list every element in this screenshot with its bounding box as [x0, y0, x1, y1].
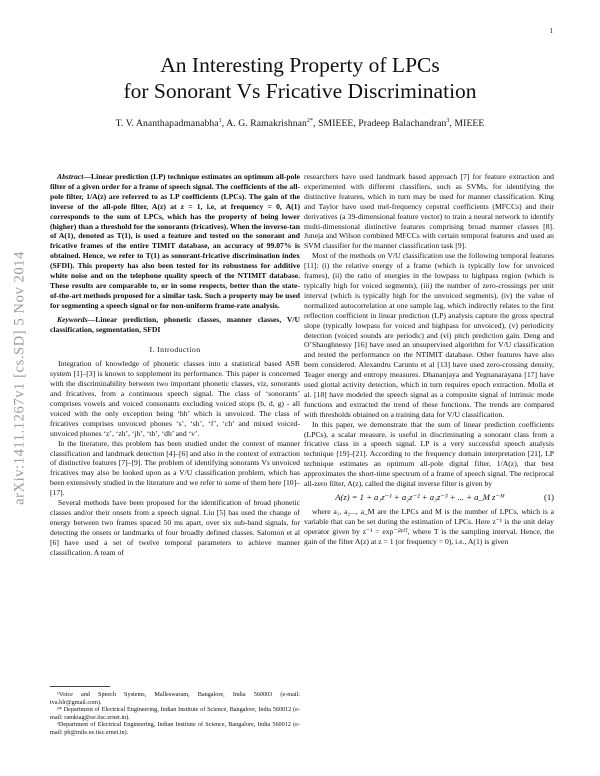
footnotes	[50, 691, 300, 737]
footnote-3: ³Department of Electrical Engineering, Indian Institute of Science, Bangalore, India 560012 (e-mail: pb@mile.ee.iisc.ernet.in).	[50, 721, 300, 736]
intro-paragraph: In the literature, this problem has been studied under the context of manner classification and landmark detection [4]–[6] and also in the context of extraction of distinctive features [7]–[9]. The problem of identifying sonorants Vs unvoiced fricatives may also be looked upon as a V/U classification problem, which has been extensively studied in the literature and we refer to some of them here [10]–[17].	[50, 438, 300, 498]
abstract-text: —Linear prediction (LP) technique estimates an optimum all-pole filter of a given order for a frame of speech signal. The coefficients of the all-pole filter, 1/A(z) are referred to as LP coefficients (LPCs). The gain of the inverse of the all-pole filter, A(z) at z = 1, i.e, at frequency = 0, A(1) corresponds to the sum of LPCs, which has the property of being lower (higher) than a threshold for the sonorants (fricatives). When the inverse-tan of A(1), denoted as T(1), is used a feature and tested on the sonorant and fricative frames of the entire TIMIT database, an accuracy of 99.07% is obtained. Hence, we refer to T(1) as sonorant-fricative discrimination index (SFDI). This property has also been tested for its robustness for additive white noise and on the telephone quality speech of the NTIMIT database. These results are comparable to, or in some respects, better than the state-of-the-art methods proposed for a similar task. Such a property may be used for segmenting a speech signal or for non-uniform frame-rate analysis.	[50, 172, 300, 310]
paper-title	[60, 52, 540, 104]
body-paragraph: researchers have used landmark based approach [7] for feature extraction and experimented with different classifiers, such as SVMs, for identifying the distinctive features, which in turn may be used for manner classification. King and Taylor have used mel-frequency cepstral coefficients (MFCCs) and their derivatives (a 39-dimensional feature vector) to train a neural network to identify multi-dimensional distinctive features comprising broad manner classes [8]. Juneja and Wilson combined MFCCs with certain temporal features and used an SVM classifier for the manner classification task [9].	[304, 172, 554, 251]
footnote-1: ¹Voice and Speech Systems, Malleswaram, Bangalore, India 560003 (e-mail: tva.blr@gmail.com).	[50, 691, 300, 706]
author-2: , A. G. Ramakrishnan	[221, 118, 307, 130]
title-line-1: An Interesting Property of LPCs	[160, 53, 440, 77]
intro-paragraph: Integration of knowledge of phonetic classes into a statistical based ASR system [1]–[3] is known to supplement its performance. This paper is concerned with the discriminability between two important phonetic classes, viz, sonorants and fricatives, from a continuous speech signal. The class of ‘sonorants’ comprises vowels and voiced consonants excluding voiced stops (b, d, g) - all voiced with the only exception being ‘hh’ which is unvoiced. The class of fricatives comprises unvoiced phones ‘s’, ‘sh’, ‘f’, ‘ch’ and mixed voiced-unvoiced phones ‘z’, ‘zh’, ‘jh’, ‘th’, ‘dh’ and ‘v’.	[50, 359, 300, 438]
right-column	[304, 172, 554, 547]
abstract	[50, 172, 300, 311]
author-1-affil: 1	[218, 118, 222, 124]
body-paragraph: Most of the methods on V/U classification use the following temporal features [11]: (i) the relative energy of a frame (which is typically low for unvoiced frames), (ii) the ratio of energies in the lowpass to highpass region (which is typically high for voiced segments), (iii) the number of zero-crossings per unit interval (which is typically high for the unvoiced segments), (iv) the value of normalized autocorrelation at one sample lag, which indirectly relates to the first reflection coefficient in linear prediction (LP) analysis capture the gross spectral slope (typically lowpass for voiced and highpass for unvoiced), (v) periodicity detection (voiced sounds are periodic) and (vi) pitch prediction gain. Deng and O’Shaughnessy [16] have used an unsupervised algorithm for V/U classification and tested the performance on the NTIMIT database. Other features have also been considered. Alexandru Caruntu et al [13] have used zero-crossing density, Teager energy and entropy measures. Dhananjaya and Yegnanarayana [17] have used glottal activity detection, which in turn requires epoch extraction. Molla et al. [18] have modeled the speech signal as a composite signal of intrinsic mode functions and extracted the trend of these functions. The trends are compared with thresholds obtained on a training data for V/U classification.	[304, 251, 554, 419]
author-2-affil: 2*	[306, 118, 314, 124]
author-list	[40, 118, 560, 129]
intro-paragraph: Several methods have been proposed for the identification of broad phonetic classes and/or their onsets from a speech signal. Liu [5] has used the change of energy between two frames spaced 50 ms apart, over six sub-band signals, for detecting the onsets or landmarks of four broadly defined classes. Salomon et al [6] have used a set of twelve temporal parameters to achieve manner classification. A team of	[50, 498, 300, 557]
author-1: T. V. Ananthapadmanabha	[115, 118, 219, 130]
equation-1	[304, 493, 554, 503]
footnote-rule	[50, 686, 110, 687]
keywords	[50, 315, 300, 335]
body-paragraph: where a₁, a₂..., a_M are the LPCs and M is the number of LPCs, which is a variable that can be set during the estimation of LPCs. Here z⁻¹ is the unit delay operator given by z⁻¹ = exp⁻ʲ²ᵖᶠᵀ, where T is the sampling interval. Hence, the gain of the filter A(z) at z = 1 (or frequency = 0), i.e., A(1) is given	[304, 506, 554, 546]
footnote-2: ²* Department of Electrical Engineering, Indian Institute of Science, Bangalore, India 560012 (e-mail: ramkiag@ee.iisc.ernet.in).	[50, 706, 300, 721]
keywords-label: Keywords	[57, 314, 88, 324]
author-3-affil: 3	[446, 118, 450, 124]
title-line-2: for Sonorant Vs Fricative Discrimination	[123, 79, 477, 103]
page-number: 1	[549, 27, 553, 35]
equation-number: (1)	[543, 492, 554, 502]
author-3: , SMIEEE, Pradeep Balachandran	[313, 118, 447, 130]
keywords-text: —Linear prediction, phonetic classes, manner classes, V/U classification, segmentation, SFDI	[50, 314, 300, 334]
section-heading-introduction: I. Introduction	[149, 344, 201, 354]
body-paragraph: In this paper, we demonstrate that the sum of linear prediction coefficients (LPCs), a scalar measure, is useful in discriminating a sonorant class from a fricative class in a speech signal. LP is a very successful speech analysis technique [19]–[21]. According to the frequency domain interpretation [21], LP technique estimates an optimum all-pole digital filter, 1/A(z), that best approximates the short-time spectrum of a frame of speech signal. The reciprocal all-zero filter, A(z), called the digital inverse filter is given by	[304, 419, 554, 489]
abstract-label: Abstract	[57, 172, 84, 181]
arxiv-watermark	[6, 188, 34, 568]
left-column	[50, 172, 300, 558]
equation-body: A(z) = 1 + a₁z⁻¹ + a₂z⁻² + a₃z⁻³ + ... + a_M z⁻ᴹ	[335, 492, 505, 502]
arxiv-stamp-text: arXiv:1411.1267v1 [cs.SD] 5 Nov 2014	[11, 251, 28, 505]
author-4-suffix: , MIEEE	[449, 118, 485, 130]
